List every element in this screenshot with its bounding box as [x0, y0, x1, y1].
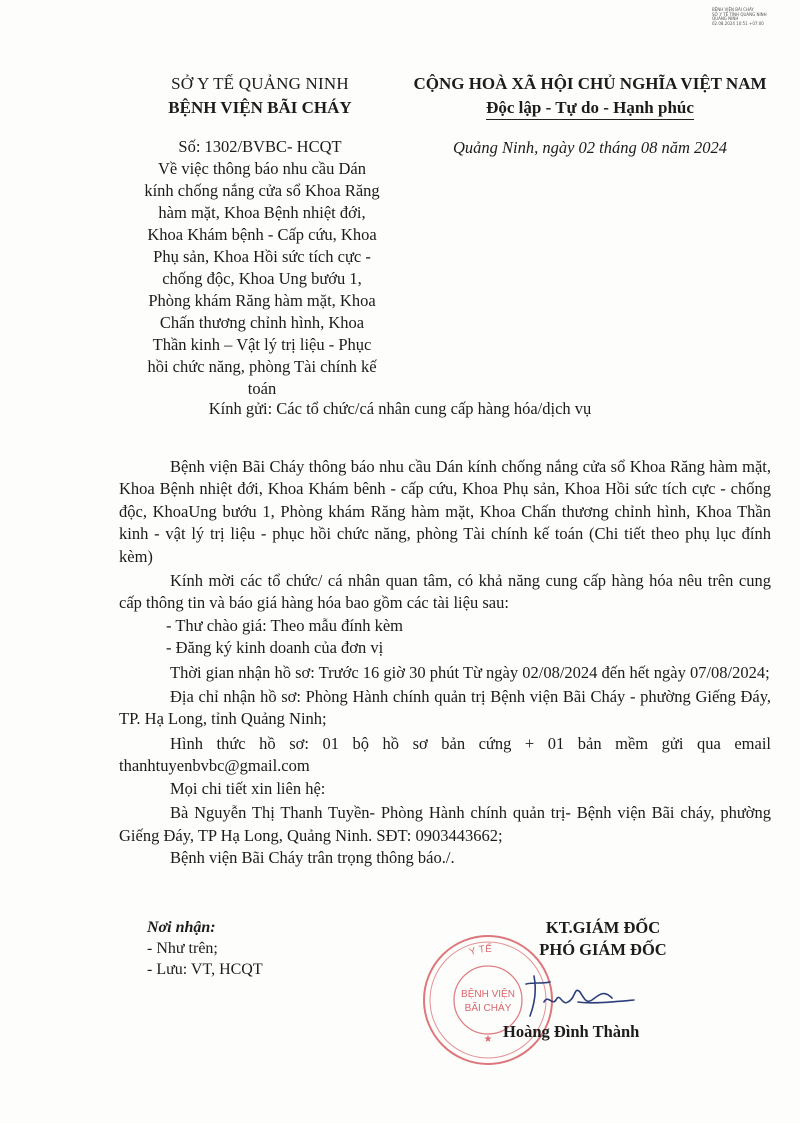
signer-position: PHÓ GIÁM ĐỐC: [539, 940, 667, 959]
body-paragraph: Kính mời các tổ chức/ cá nhân quan tâm, có khả năng cung cấp hàng hóa nêu trên cung cấp thông tin và báo giá hàng hóa bao gồm các tài liệu sau:: [119, 571, 771, 613]
body-paragraph: Bệnh viện Bãi Cháy trân trọng thông báo./.: [170, 847, 455, 867]
subject-line: chống độc, Khoa Ung bướu 1,: [162, 269, 362, 288]
digital-signature-line: QUẢNG NINH: [712, 16, 739, 21]
document-number: Số: 1302/BVBC- HCQT: [178, 137, 342, 156]
body-paragraph: Địa chỉ nhận hồ sơ: Phòng Hành chính quản trị Bệnh viện Bãi Cháy - phường Giếng Đáy, TP. Hạ Long, tỉnh Quảng Ninh;: [119, 687, 771, 729]
subject-line: Thần kinh – Vật lý trị liệu - Phục: [152, 335, 372, 354]
requirement-item: - Thư chào giá: Theo mẫu đính kèm: [166, 615, 403, 635]
parent-organization: SỞ Y TẾ QUẢNG NINH: [171, 74, 349, 93]
organization-name: BỆNH VIỆN BÃI CHÁY: [168, 98, 352, 117]
body-paragraph: Mọi chi tiết xin liên hệ:: [170, 778, 326, 798]
recipient-item: - Như trên;: [147, 940, 218, 957]
digital-signature-line: BỆNH VIỆN BÃI CHÁY: [712, 7, 754, 12]
star-icon: ★: [483, 1034, 493, 1045]
national-header: [395, 74, 785, 120]
body-paragraph: Hình thức hồ sơ: 01 bộ hồ sơ bản cứng + 01 bản mềm gửi qua email thanhtuyenbvbc@gmail.com: [119, 733, 771, 776]
document-body: [119, 456, 771, 869]
body-paragraph: Bà Nguyễn Thị Thanh Tuyền- Phòng Hành chính quản trị- Bệnh viện Bãi cháy, phường Giếng Đáy, TP Hạ Long, Quảng Ninh. SĐT: 0903443662;: [119, 803, 771, 845]
subject-line: Phụ sản, Khoa Hồi sức tích cực -: [153, 247, 371, 266]
digital-signature-block: [712, 8, 782, 26]
digital-signature-line: SỞ Y TẾ TỈNH QUẢNG NINH: [712, 11, 767, 17]
issue-date: Quảng Ninh, ngày 02 tháng 08 năm 2024: [452, 138, 728, 157]
stamp-arc-text: Y TẾ: [467, 943, 492, 959]
issuing-organization: [140, 74, 380, 118]
stamp-inner-line: BÃI CHÁY: [464, 1003, 512, 1014]
signer-name: Hoàng Đình Thành: [503, 1022, 640, 1041]
stamp-inner-line: BỆNH VIỆN: [461, 989, 515, 1000]
handwritten-signature: [520, 972, 640, 1022]
subject-line: Về việc thông báo nhu cầu Dán: [157, 159, 366, 178]
subject-line: Chấn thương chỉnh hình, Khoa: [159, 313, 365, 332]
recipients-list: [147, 917, 263, 980]
body-paragraph: Bệnh viện Bãi Cháy thông báo nhu cầu Dán kính chống nắng cửa sổ Khoa Răng hàm mặt, Khoa Bệnh nhiệt đới, Khoa Khám bênh - cấp cứu, Khoa Phụ sản, Khoa Hồi sức tích cực - chống độc, KhoaUng bướu 1, Phòng khám Răng hàm mặt, Khoa Chấn thương chỉnh hình, Khoa Thần kinh - vật lý trị liệu - phục hồi chức năng, phòng Tài chính kế toán (Chi tiết theo phụ lục đính kèm): [119, 457, 771, 566]
nation-title: CỘNG HOÀ XÃ HỘI CHỦ NGHĨA VIỆT NAM: [413, 74, 767, 93]
subject-line: Phòng khám Răng hàm mặt, Khoa: [148, 291, 376, 310]
subject-line: Khoa Khám bệnh - Cấp cứu, Khoa: [147, 225, 377, 244]
document-subject: [112, 158, 412, 400]
subject-line: kính chống nắng cửa sổ Khoa Răng: [144, 181, 380, 200]
national-motto: Độc lập - Tự do - Hạnh phúc: [486, 98, 694, 120]
digital-signature-line: 02.08.2024 10:51 +07:00: [712, 20, 764, 26]
subject-line: hồi chức năng, phòng Tài chính kế: [147, 357, 377, 376]
subject-line: hàm mặt, Khoa Bệnh nhiệt đới,: [158, 203, 366, 222]
recipients-title: Nơi nhận:: [147, 919, 216, 936]
subject-line: toán: [247, 379, 277, 398]
signer-title: KT.GIÁM ĐỐC: [545, 918, 661, 937]
requirement-item: - Đăng ký kinh doanh của đơn vị: [166, 638, 384, 658]
body-paragraph: Thời gian nhận hồ sơ: Trước 16 giờ 30 phút Từ ngày 02/08/2024 đến hết ngày 07/08/2024;: [170, 662, 770, 682]
recipient-item: - Lưu: VT, HCQT: [147, 961, 263, 978]
addressee-line: Kính gửi: Các tổ chức/cá nhân cung cấp hàng hóa/dịch vụ: [208, 399, 592, 418]
